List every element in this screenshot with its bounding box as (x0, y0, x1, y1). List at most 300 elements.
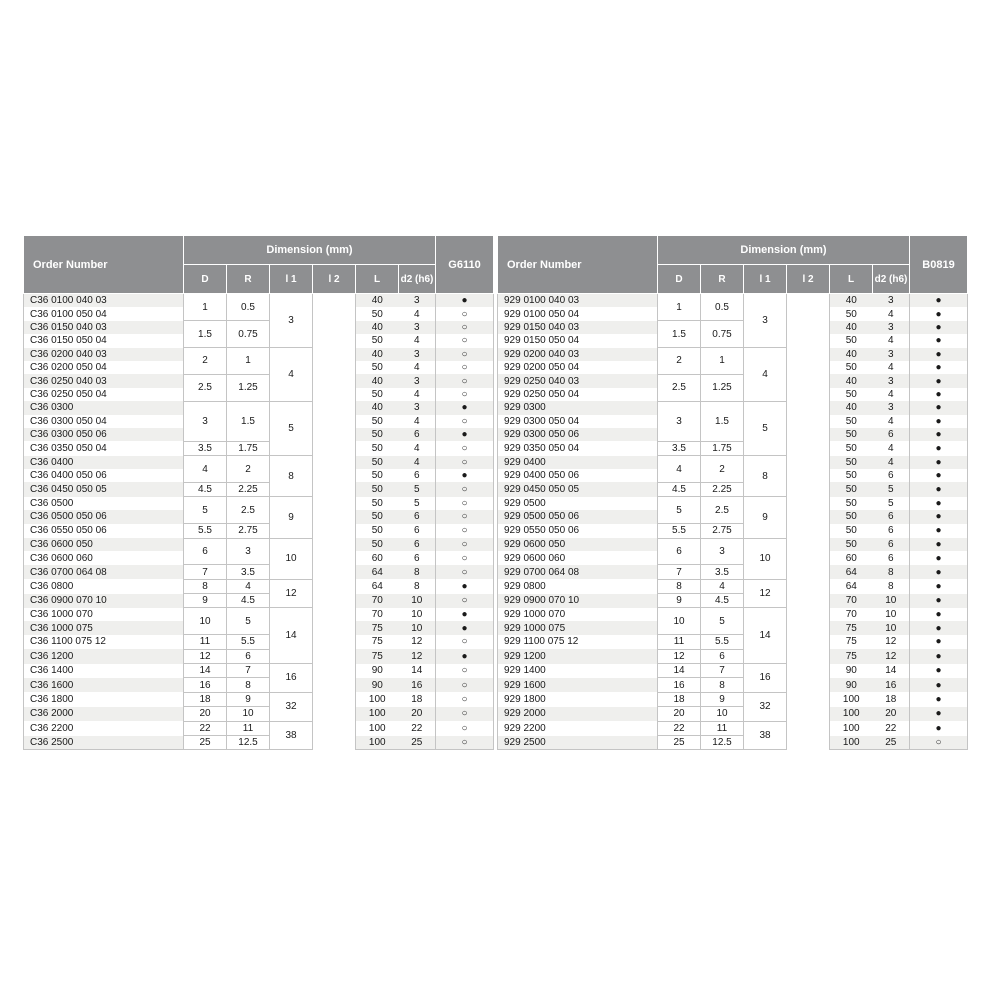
shank-diameter-cell: 6 (413, 552, 420, 564)
col-d2-header: d2 (h6) (399, 265, 436, 294)
length-cell: 50 (356, 538, 399, 551)
radius-cell: 2.5 (227, 497, 270, 524)
availability-mark: ○ (436, 482, 494, 496)
table-row (24, 348, 494, 361)
order-number-cell: 929 1200 (498, 649, 658, 663)
length-cell: 50 (845, 442, 857, 454)
availability-mark: ○ (436, 415, 494, 428)
table-row (498, 348, 968, 361)
order-number-cell: 929 0200 050 04 (498, 361, 658, 374)
length-cell: 75 (356, 649, 399, 663)
diameter-cell: 22 (658, 721, 701, 735)
order-number-cell: 929 0100 040 03 (498, 294, 658, 308)
shank-diameter-cell: 5 (887, 498, 894, 510)
diameter-cell: 7 (658, 565, 701, 579)
table-row (24, 707, 494, 721)
order-number-cell: 929 2500 (498, 736, 658, 750)
radius-cell: 3 (227, 538, 270, 565)
order-number-cell: 929 2000 (498, 707, 658, 721)
order-number-cell: C36 1800 (24, 692, 184, 706)
l1-cell: 32 (270, 692, 313, 721)
length-cell: 40 (830, 374, 873, 387)
product-table-c36 (23, 235, 494, 750)
diameter-cell: 3.5 (184, 441, 227, 455)
availability-mark: ● (910, 621, 968, 634)
radius-cell: 10 (701, 707, 744, 721)
table-row (24, 524, 494, 538)
order-number-cell: 929 1800 (498, 692, 658, 706)
shank-diameter-cell: 20 (399, 707, 436, 721)
radius-cell: 2.5 (701, 497, 744, 524)
length-cell: 75 (830, 621, 873, 634)
availability-mark: ● (910, 707, 968, 721)
grade-header: B0819 (910, 236, 968, 294)
availability-mark: ○ (436, 707, 494, 721)
order-number-cell: C36 0250 050 04 (24, 388, 184, 401)
col-d-header: D (184, 265, 227, 294)
diameter-cell: 1.5 (658, 321, 701, 348)
radius-cell: 2 (701, 456, 744, 483)
shank-diameter-cell: 10 (399, 621, 436, 634)
availability-mark: ● (910, 294, 968, 308)
length-cell: 50 (371, 308, 383, 320)
shank-diameter-cell: 3 (399, 401, 436, 414)
length-cell: 50 (845, 388, 857, 400)
shank-diameter-cell: 6 (413, 470, 420, 482)
availability-mark: ● (910, 678, 968, 692)
shank-diameter-cell: 8 (887, 580, 894, 592)
shank-diameter-cell: 4 (887, 362, 894, 374)
length-cell: 40 (356, 321, 399, 334)
length-cell: 50 (830, 510, 873, 523)
length-cell: 50 (845, 335, 857, 347)
order-number-cell: C36 0500 050 06 (24, 510, 184, 523)
order-number-cell: C36 0700 064 08 (24, 565, 184, 579)
availability-mark: ○ (436, 635, 494, 649)
radius-cell: 1.25 (701, 374, 744, 401)
table-row (24, 538, 494, 551)
diameter-cell: 3 (184, 401, 227, 441)
availability-mark: ○ (436, 361, 494, 374)
availability-mark: ○ (436, 736, 494, 750)
availability-mark: ● (910, 361, 968, 374)
table-row (498, 608, 968, 621)
diameter-cell: 4 (184, 456, 227, 483)
order-number-cell: C36 0500 (24, 497, 184, 510)
order-number-cell: 929 1600 (498, 678, 658, 692)
l1-cell: 12 (270, 579, 313, 608)
dimension-header: Dimension (mm) (184, 236, 436, 265)
shank-diameter-cell: 5 (413, 498, 420, 510)
shank-diameter-cell: 8 (399, 565, 436, 579)
shank-diameter-cell: 6 (399, 538, 436, 551)
availability-mark: ● (910, 579, 968, 593)
radius-cell: 1.75 (227, 441, 270, 455)
length-cell: 50 (845, 415, 857, 427)
radius-cell: 1 (227, 348, 270, 375)
radius-cell: 11 (227, 721, 270, 735)
order-number-cell: C36 0400 050 06 (24, 469, 184, 482)
order-number-cell: C36 0800 (24, 579, 184, 593)
length-cell: 50 (356, 428, 399, 441)
order-number-cell: C36 0300 050 06 (24, 428, 184, 441)
diameter-cell: 9 (658, 594, 701, 608)
order-number-cell: C36 1100 075 12 (24, 635, 184, 649)
length-cell: 100 (368, 694, 386, 706)
shank-diameter-cell: 6 (873, 428, 910, 441)
length-cell: 64 (830, 565, 873, 579)
radius-cell: 0.5 (701, 294, 744, 321)
shank-diameter-cell: 6 (887, 525, 894, 537)
diameter-cell: 25 (184, 736, 227, 750)
availability-mark: ● (436, 428, 494, 441)
diameter-cell: 25 (658, 736, 701, 750)
shank-diameter-cell: 3 (399, 294, 436, 308)
availability-mark: ● (910, 497, 968, 510)
length-cell: 40 (356, 401, 399, 414)
length-cell: 50 (845, 362, 857, 374)
col-l2-header: l 2 (787, 265, 830, 294)
order-number-cell: 929 0700 064 08 (498, 565, 658, 579)
table-row (498, 678, 968, 692)
shank-diameter-cell: 4 (413, 388, 420, 400)
radius-cell: 2.25 (227, 482, 270, 496)
availability-mark: ○ (436, 348, 494, 361)
length-cell: 50 (830, 538, 873, 551)
diameter-cell: 10 (184, 608, 227, 635)
shank-diameter-cell: 16 (873, 678, 910, 692)
availability-mark: ● (910, 469, 968, 482)
order-number-cell: C36 2000 (24, 707, 184, 721)
l1-cell: 38 (744, 721, 787, 750)
col-l2-header: l 2 (313, 265, 356, 294)
order-number-cell: 929 2200 (498, 721, 658, 735)
radius-cell: 12.5 (227, 736, 270, 750)
diameter-cell: 12 (658, 649, 701, 663)
diameter-cell: 1.5 (184, 321, 227, 348)
length-cell: 100 (830, 707, 873, 721)
availability-mark: ● (910, 608, 968, 621)
length-cell: 50 (371, 335, 383, 347)
shank-diameter-cell: 3 (399, 374, 436, 387)
shank-diameter-cell: 25 (399, 736, 436, 750)
radius-cell: 0.5 (227, 294, 270, 321)
availability-mark: ○ (436, 374, 494, 387)
shank-diameter-cell: 3 (873, 374, 910, 387)
table-row (24, 497, 494, 510)
col-r-header: R (701, 265, 744, 294)
diameter-cell: 4 (658, 456, 701, 483)
radius-cell: 8 (227, 678, 270, 692)
availability-mark: ● (910, 635, 968, 649)
availability-mark: ● (910, 441, 968, 455)
radius-cell: 1 (701, 348, 744, 375)
availability-mark: ○ (436, 565, 494, 579)
radius-cell: 7 (701, 664, 744, 678)
table-row (498, 497, 968, 510)
diameter-cell: 5.5 (658, 524, 701, 538)
l1-cell: 8 (270, 456, 313, 497)
radius-cell: 2.75 (701, 524, 744, 538)
shank-diameter-cell: 14 (411, 665, 423, 677)
length-cell: 64 (371, 580, 383, 592)
table-row (24, 721, 494, 735)
diameter-cell: 6 (184, 538, 227, 565)
diameter-cell: 8 (184, 579, 227, 593)
diameter-cell: 5.5 (184, 524, 227, 538)
order-number-cell: 929 0300 050 04 (498, 415, 658, 428)
diameter-cell: 4.5 (658, 482, 701, 496)
diameter-cell: 2.5 (184, 374, 227, 401)
shank-diameter-cell: 3 (399, 348, 436, 361)
order-number-cell: C36 0250 040 03 (24, 374, 184, 387)
order-number-cell: 929 0400 050 06 (498, 469, 658, 482)
length-cell: 50 (845, 308, 857, 320)
col-l1-header: l 1 (270, 265, 313, 294)
order-number-cell: 929 0300 050 06 (498, 428, 658, 441)
order-number-cell: C36 0100 050 04 (24, 307, 184, 320)
availability-mark: ● (910, 538, 968, 551)
diameter-cell: 1 (658, 294, 701, 321)
radius-cell: 1.25 (227, 374, 270, 401)
length-cell: 100 (356, 736, 399, 750)
col-l1-header: l 1 (744, 265, 787, 294)
table-row (498, 664, 968, 678)
shank-diameter-cell: 12 (411, 636, 423, 648)
order-number-cell: 929 1100 075 12 (498, 635, 658, 649)
length-cell: 100 (830, 736, 873, 750)
shank-diameter-cell: 10 (399, 594, 436, 608)
length-cell: 40 (830, 294, 873, 308)
shank-diameter-cell: 5 (399, 482, 436, 496)
availability-mark: ○ (436, 594, 494, 608)
table-row (24, 374, 494, 387)
product-table-929 (497, 235, 968, 750)
order-number-cell: 929 0200 040 03 (498, 348, 658, 361)
shank-diameter-cell: 22 (411, 722, 423, 734)
order-number-cell: C36 2200 (24, 721, 184, 735)
availability-mark: ○ (436, 497, 494, 510)
l1-cell: 3 (744, 294, 787, 348)
table-row (498, 524, 968, 538)
shank-diameter-cell: 8 (873, 565, 910, 579)
availability-mark: ○ (436, 307, 494, 320)
table-row (24, 635, 494, 649)
l2-cell (787, 294, 830, 750)
l1-cell: 9 (270, 497, 313, 538)
shank-diameter-cell: 4 (873, 456, 910, 469)
radius-cell: 11 (701, 721, 744, 735)
radius-cell: 3.5 (227, 565, 270, 579)
radius-cell: 3 (701, 538, 744, 565)
diameter-cell: 14 (184, 664, 227, 678)
shank-diameter-cell: 10 (873, 621, 910, 634)
shank-diameter-cell: 6 (873, 538, 910, 551)
order-number-cell: C36 1400 (24, 664, 184, 678)
shank-diameter-cell: 6 (873, 510, 910, 523)
table-row (498, 649, 968, 663)
table-row (24, 736, 494, 750)
shank-diameter-cell: 4 (413, 442, 420, 454)
shank-diameter-cell: 5 (873, 482, 910, 496)
availability-mark: ○ (436, 721, 494, 735)
l1-cell: 8 (744, 456, 787, 497)
l1-cell: 9 (744, 497, 787, 538)
col-length-header: L (830, 265, 873, 294)
availability-mark: ● (910, 374, 968, 387)
order-number-cell: C36 0200 040 03 (24, 348, 184, 361)
l1-cell: 12 (744, 579, 787, 608)
l1-cell: 4 (744, 348, 787, 402)
table-row (498, 294, 968, 308)
shank-diameter-cell: 4 (887, 388, 894, 400)
order-number-cell: C36 2500 (24, 736, 184, 750)
table-row (498, 736, 968, 750)
order-number-cell: C36 0300 050 04 (24, 415, 184, 428)
diameter-cell: 20 (658, 707, 701, 721)
shank-diameter-cell: 6 (413, 525, 420, 537)
order-number-cell: C36 0400 (24, 456, 184, 469)
length-cell: 60 (845, 552, 857, 564)
table-row (24, 664, 494, 678)
shank-diameter-cell: 10 (885, 609, 897, 621)
shank-diameter-cell: 3 (873, 348, 910, 361)
length-cell: 50 (371, 388, 383, 400)
length-cell: 100 (842, 694, 860, 706)
radius-cell: 0.75 (701, 321, 744, 348)
shank-diameter-cell: 4 (887, 308, 894, 320)
shank-diameter-cell: 12 (885, 636, 897, 648)
shank-diameter-cell: 4 (887, 335, 894, 347)
length-cell: 70 (845, 609, 857, 621)
length-cell: 64 (845, 580, 857, 592)
diameter-cell: 22 (184, 721, 227, 735)
availability-mark: ● (436, 401, 494, 414)
radius-cell: 7 (227, 664, 270, 678)
table-row (498, 401, 968, 414)
l1-cell: 14 (744, 608, 787, 664)
radius-cell: 4 (227, 579, 270, 593)
diameter-cell: 16 (658, 678, 701, 692)
length-cell: 75 (830, 649, 873, 663)
diameter-cell: 8 (658, 579, 701, 593)
order-number-cell: 929 0250 050 04 (498, 388, 658, 401)
availability-mark: ● (910, 428, 968, 441)
order-number-cell: 929 0450 050 05 (498, 482, 658, 496)
length-cell: 70 (371, 609, 383, 621)
table-row (498, 374, 968, 387)
length-cell: 50 (830, 428, 873, 441)
availability-mark: ● (910, 415, 968, 428)
availability-mark: ○ (910, 736, 968, 750)
length-cell: 50 (845, 525, 857, 537)
order-number-cell: C36 1000 070 (24, 608, 184, 621)
shank-diameter-cell: 4 (399, 456, 436, 469)
table-row (498, 594, 968, 608)
diameter-cell: 11 (184, 635, 227, 649)
radius-cell: 1.5 (227, 401, 270, 441)
availability-mark: ● (910, 456, 968, 469)
length-cell: 70 (830, 594, 873, 608)
shank-diameter-cell: 3 (873, 321, 910, 334)
availability-mark: ● (910, 388, 968, 401)
length-cell: 100 (842, 722, 860, 734)
diameter-cell: 20 (184, 707, 227, 721)
order-number-cell: 929 0550 050 06 (498, 524, 658, 538)
length-cell: 75 (371, 636, 383, 648)
availability-mark: ● (910, 664, 968, 678)
order-number-cell: C36 0600 050 (24, 538, 184, 551)
diameter-cell: 2 (184, 348, 227, 375)
length-cell: 50 (371, 470, 383, 482)
radius-cell: 2.75 (227, 524, 270, 538)
order-number-cell: 929 0500 050 06 (498, 510, 658, 523)
shank-diameter-cell: 18 (411, 694, 423, 706)
table-row (498, 721, 968, 735)
radius-cell: 5 (227, 608, 270, 635)
availability-mark: ● (910, 348, 968, 361)
diameter-cell: 12 (184, 649, 227, 663)
order-number-cell: 929 0250 040 03 (498, 374, 658, 387)
diameter-cell: 16 (184, 678, 227, 692)
length-cell: 100 (368, 722, 386, 734)
length-cell: 40 (356, 348, 399, 361)
table-row (24, 456, 494, 469)
length-cell: 50 (830, 482, 873, 496)
availability-mark: ○ (436, 510, 494, 523)
table-row (498, 692, 968, 706)
shank-diameter-cell: 4 (887, 442, 894, 454)
table-row (498, 635, 968, 649)
availability-mark: ● (910, 692, 968, 706)
table-row (498, 579, 968, 593)
shank-diameter-cell: 22 (885, 722, 897, 734)
availability-mark: ○ (436, 321, 494, 334)
diameter-cell: 18 (658, 692, 701, 706)
order-number-cell: C36 1600 (24, 678, 184, 692)
order-number-cell: C36 0600 060 (24, 551, 184, 564)
order-number-cell: 929 1000 070 (498, 608, 658, 621)
radius-cell: 4.5 (701, 594, 744, 608)
diameter-cell: 5 (658, 497, 701, 524)
shank-diameter-cell: 4 (413, 308, 420, 320)
length-cell: 90 (845, 665, 857, 677)
shank-diameter-cell: 14 (885, 665, 897, 677)
length-cell: 75 (356, 621, 399, 634)
order-number-cell: 929 0600 060 (498, 551, 658, 564)
shank-diameter-cell: 3 (873, 401, 910, 414)
order-number-cell: C36 0900 070 10 (24, 594, 184, 608)
length-cell: 50 (371, 498, 383, 510)
order-number-cell: 929 1000 075 (498, 621, 658, 634)
diameter-cell: 7 (184, 565, 227, 579)
availability-mark: ● (436, 294, 494, 308)
order-number-cell: 929 0600 050 (498, 538, 658, 551)
table-row (498, 538, 968, 551)
radius-cell: 6 (701, 649, 744, 663)
order-number-cell: C36 0200 050 04 (24, 361, 184, 374)
table-row (24, 579, 494, 593)
length-cell: 50 (830, 456, 873, 469)
shank-diameter-cell: 8 (413, 580, 420, 592)
table-row (24, 294, 494, 308)
table-row (24, 692, 494, 706)
length-cell: 90 (830, 678, 873, 692)
availability-mark: ○ (436, 664, 494, 678)
shank-diameter-cell: 10 (411, 609, 423, 621)
length-cell: 50 (845, 470, 857, 482)
radius-cell: 3.5 (701, 565, 744, 579)
